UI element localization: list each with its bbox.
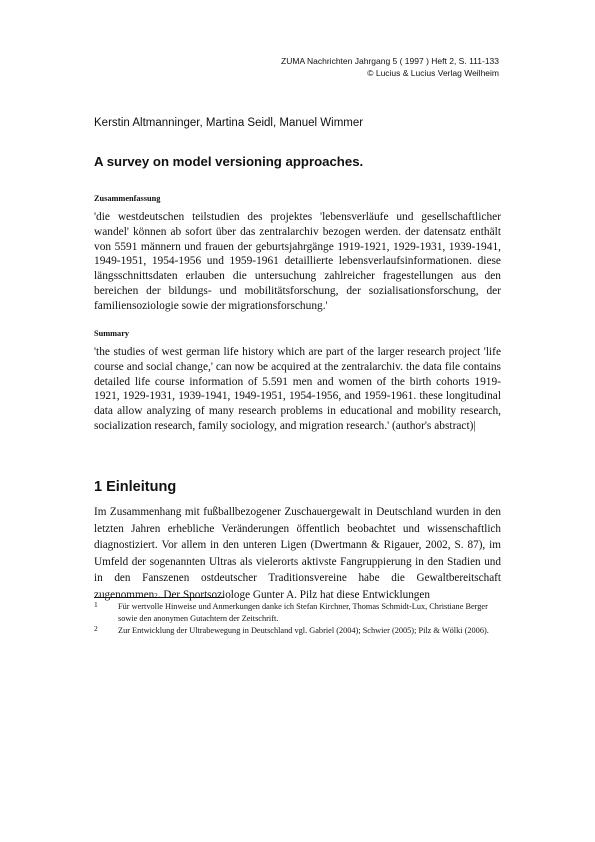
footnote-divider [94,597,224,598]
zusammenfassung-text: 'die westdeutschen teilstudien des projektes 'lebensverläufe und gesellschaftlicher wandel' können ab sofort über das zentralarchiv bezogen werden. der datensatz enthält von 5591 männern und frauen der geburtsjahrgänge 1919-1921, 1929-1931, 1939-1941, 1949-1951, 1954-1956 und 1959-1961 detaillierte lebensverlaufsinformationen. diese längsschnittsdaten erlauben die untersuchung zahlreicher fragestellungen aus den bereichen der bildungs- und mobilitätsforschung, der sozialisationsforschung, der familiensoziologie sowie der migrationsforschung.' [94,211,501,312]
body-text-part-1: Im Zusammenhang mit fußballbezogener Zuschauergewalt in Deutschland wurden in den letzten Jahren erhebliche Veränderungen öffentlich beobachtet und wissenschaftlich diagnostiziert. Vor allem in den unteren Ligen (Dwertmann & Rigauer, 2002, S. 87), im Umfeld der sogenannten Ultras als vielerorts aktivste Fangruppierung in den Stadien und in den Fanszenen ostdeutscher Traditionsvereine habe die Gewaltbereitschaft zugenommen [94,506,501,601]
body-paragraph [94,504,501,605]
footnote-text: Für wertvolle Hinweise und Anmerkungen danke ich Stefan Kirchner, Thomas Schmidt-Lux, Christiane Berger sowie den anonymen Gutachtern der Zeitschrift. [118,602,488,623]
summary-text: 'the studies of west german life history which are part of the larger research project 'life course and social change,' can now be acquired at the zentralarchiv. the data file contains detailed life course information of 5.591 men and women of the birth cohorts 1919-1921, 1929-1931, 1939-1941, 1949-1951, 1954-1956, and 1959-1961. these longitudinal data allow analyzing of many research problems in educational and mobility research, socialization research, family sociology, and migration research.' (author's abstract)| [94,346,501,432]
body-text-part-2: . Der Sportsoziologe Gunter A. Pilz hat diese Entwicklungen [157,588,430,601]
journal-citation: ZUMA Nachrichten Jahrgang 5 ( 1997 ) Heft 2, S. 111-133 [281,56,499,66]
footnote-reference[interactable]: 2 [154,591,158,600]
footnote-text: Zur Entwicklung der Ultrabewegung in Deutschland vgl. Gabriel (2004); Schwier (2005); Pilz & Wölki (2006). [118,626,489,635]
author-list: Kerstin Altmanninger, Martina Seidl, Manuel Wimmer [94,117,364,129]
section-heading-einleitung: 1 Einleitung [94,479,177,495]
publisher-copyright: © Lucius & Lucius Verlag Weilheim [367,68,499,78]
paper-title: A survey on model versioning approaches. [94,154,364,169]
footnote-1 [94,601,501,624]
zusammenfassung-heading: Zusammenfassung [94,194,161,203]
footnote-2 [94,625,501,637]
footnote-number: 1 [94,600,98,609]
summary-heading: Summary [94,329,130,338]
journal-info [281,55,499,79]
footnote-number: 2 [94,624,98,633]
